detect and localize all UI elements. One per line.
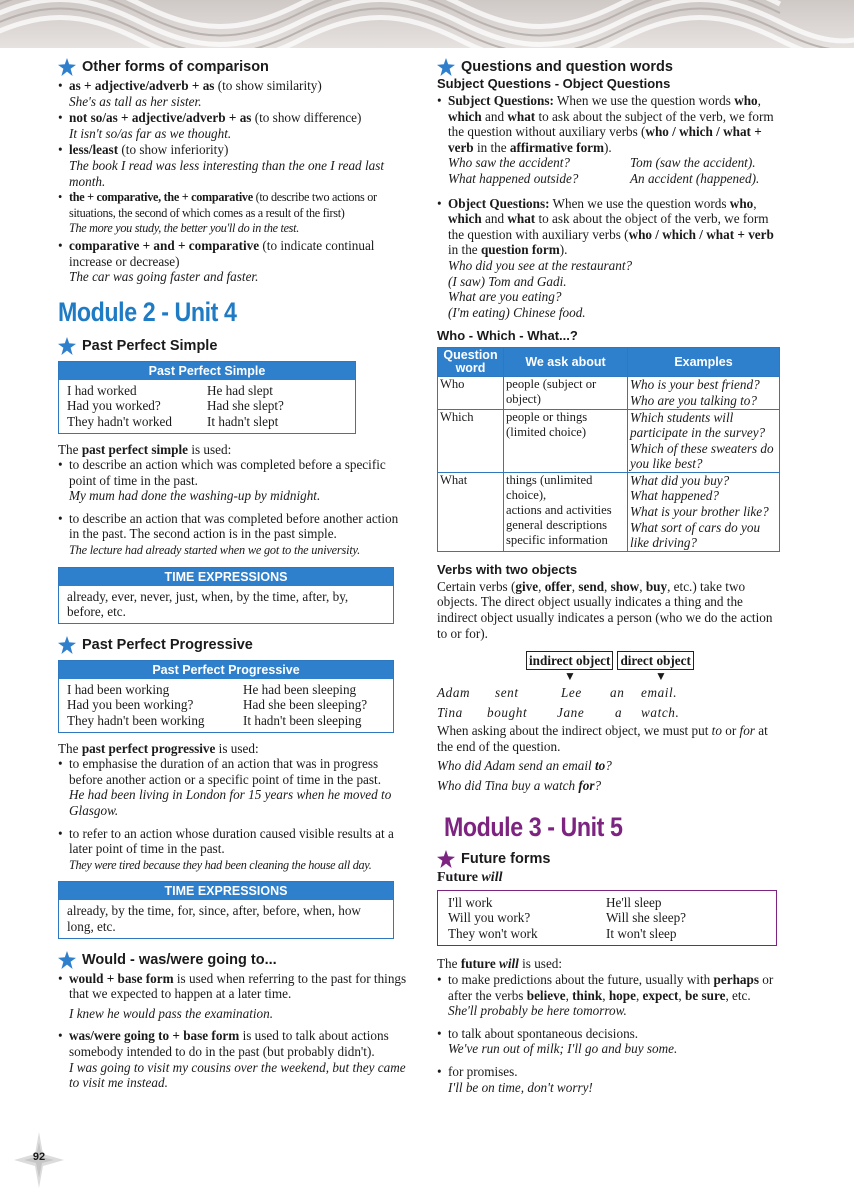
comparison-title: Other forms of comparison [82, 59, 269, 75]
questions-heading [437, 58, 783, 76]
pps-title: Past Perfect Simple [82, 337, 218, 354]
direct-object-label: direct object [617, 651, 693, 670]
list-item: • comparative + and + comparative (to indicate continual increase or decrease) The car was going faster and faster. [58, 238, 410, 285]
indirect-question-2: Who did Tina buy a watch for? [437, 778, 602, 793]
object-arrows [437, 671, 783, 685]
object-labels [526, 651, 783, 671]
list-item: • to make predictions about the future, usually with perhaps or after the verbs believe, think, hope, expect, be sure, etc. She'll probably be here tomorrow. [437, 972, 783, 1019]
questions-title: Questions and question words [461, 59, 673, 75]
ppp-intro: The past perfect progressive is used: [58, 740, 259, 756]
ppp-uses [58, 756, 410, 873]
future-intro: The future will is used: [437, 956, 563, 972]
table-row: Who people (subject or object) Who is your best friend? Who are you talking to? [438, 377, 780, 409]
page-number-badge [14, 1132, 64, 1188]
list-item: • to describe an action that was completed before another action in the past. The second action is in the past simple. The lecture had already started when we got to the university. [58, 511, 410, 559]
comparison-heading [58, 58, 410, 76]
future-uses [437, 972, 783, 1095]
ppp-box [58, 660, 394, 733]
verbs2-intro: Certain verbs (give, offer, send, show, buy, etc.) take two objects. The direct object usually indicates a thing and the indirect object usually indicates a person (who we do the action to or for). [437, 578, 773, 641]
star-icon [437, 850, 455, 868]
future-will-subtitle: Future will [437, 869, 503, 885]
column-header: Examples [628, 348, 780, 377]
time-expressions-text: already, by the time, for, since, after, before, when, how long, etc. [67, 903, 361, 934]
www-title: Who - Which - What...? [437, 328, 578, 344]
arrow-down-icon: ▼ [564, 669, 576, 684]
ppp-time-expressions-box [58, 881, 394, 938]
wave-pattern-decoration [0, 0, 854, 48]
future-will-box: I'll work He'll sleep Will you work? Will she sleep? They won't work It won't sleep [437, 890, 777, 947]
ppp-box-body: I had been working He had been sleeping Had you been working? Had she been sleeping? They hadn't been working It hadn't been sleeping [67, 681, 368, 729]
time-expressions-header: TIME EXPRESSIONS [59, 882, 393, 900]
would-heading [58, 951, 410, 969]
column-header: Question word [438, 348, 504, 377]
ppp-box-header: Past Perfect Progressive [59, 661, 393, 679]
list-item: • Object Questions: When we use the question words who, which and what to ask about the object of the verb, we form the question with auxiliary verbs (who / which / what + verb in the question form). Who did you see at the restaurant? (I saw) Tom and Gadi. What are you eating? (I'm eating) Chinese food. [437, 196, 783, 321]
list-item: • not so/as + adjective/adverb + as (to show difference) It isn't so/as far as we thought. [58, 110, 410, 141]
subject-examples: Who saw the accident? Tom (saw the accident). What happened outside? An accident (happened). [448, 155, 760, 186]
page-header-banner [0, 0, 854, 48]
questions-subtitle: Subject Questions - Object Questions [437, 76, 671, 91]
star-icon [58, 58, 76, 76]
questions-list [437, 93, 783, 320]
list-item: • Subject Questions: When we use the question words who, which and what to ask about the subject of the verb, we form the question without auxiliary verbs (who / which / what + verb in the affirmative form). Who saw the accident? Tom (saw the accident). What happened outside? An accident (happened). [437, 93, 783, 187]
indirect-note: When asking about the indirect object, we must put to or for at the end of the question. [437, 723, 768, 754]
page-number: 92 [32, 1151, 46, 1163]
example-sentence-2: Tina bought Jane a watch. [437, 705, 680, 721]
list-item: • to refer to an action whose duration caused visible results at a later point of time in the past. They were tired because they had been cleaning the house all day. [58, 826, 410, 874]
would-title: Would - was/were going to... [82, 951, 277, 968]
list-item: • to describe an action which was completed before a specific point of time in the past. My mum had done the washing-up by midnight. [58, 457, 410, 504]
verbs2-title: Verbs with two objects [437, 561, 578, 577]
table-header-row [438, 348, 780, 377]
list-item: • was/were going to + base form is used to talk about actions somebody intended to do in the past (but probably didn't). I was going to visit my cousins over the weekend, but they came to visit me instead. [58, 1028, 410, 1090]
pps-box-body: I had worked He had slept Had you worked? Had she slept? They hadn't worked It hadn't slept [67, 382, 284, 429]
left-column [58, 56, 410, 1092]
table-row: What things (unlimited choice), actions and activities general descriptions specific information What did you buy? What happened? What is your brother like? What sort of cars do you like driving? [438, 472, 780, 551]
pps-box [58, 361, 356, 434]
column-header: We ask about [504, 348, 628, 377]
list-item: • the + comparative, the + comparative (to describe two actions or situations, the second of which comes as a result of the first) The more you study, the better you'll do in the test. [58, 190, 410, 237]
comparison-list [58, 78, 410, 285]
time-expressions-header: TIME EXPRESSIONS [59, 568, 393, 586]
right-column [437, 56, 783, 1096]
pps-uses [58, 457, 410, 559]
future-heading [437, 850, 783, 868]
table-row: Which people or things (limited choice) Which students will participate in the survey? Which of these sweaters do you like best? [438, 409, 780, 472]
question-words-table [437, 347, 780, 552]
module-3-title: Module 3 - Unit 5 [444, 811, 623, 842]
indirect-object-label: indirect object [526, 651, 613, 670]
object-examples: Who did you see at the restaurant? (I saw) Tom and Gadi. What are you eating? (I'm eating) Chinese food. [448, 257, 633, 320]
star-icon [58, 636, 76, 654]
list-item: • for promises. I'll be on time, don't worry! [437, 1064, 783, 1095]
time-expressions-text: already, ever, never, just, when, by the time, after, by, before, etc. [67, 588, 349, 620]
example-sentence-1: Adam sent Lee an email. [437, 685, 678, 701]
pps-box-header: Past Perfect Simple [59, 362, 355, 380]
pps-heading [58, 337, 410, 355]
arrow-down-icon: ▼ [655, 669, 667, 684]
star-icon [58, 337, 76, 355]
list-item: • less/least (to show inferiority) The book I read was less interesting than the one I read last month. [58, 142, 410, 189]
list-item: • as + adjective/adverb + as (to show similarity) She's as tall as her sister. [58, 78, 410, 109]
ppp-heading [58, 636, 410, 654]
ppp-title: Past Perfect Progressive [82, 636, 253, 653]
would-list [58, 971, 410, 1091]
star-icon [58, 951, 76, 969]
indirect-question-1: Who did Adam send an email to? [437, 758, 612, 774]
pps-time-expressions-box [58, 567, 394, 624]
list-item: • would + base form is used when referring to the past for things that we expected to happen at a later time. I knew he would pass the examination. [58, 971, 410, 1022]
pps-intro: The past perfect simple is used: [58, 441, 232, 457]
list-item: • to talk about spontaneous decisions. We've run out of milk; I'll go and buy some. [437, 1026, 783, 1057]
module-2-title: Module 2 - Unit 4 [58, 296, 237, 327]
list-item: • to emphasise the duration of an action that was in progress before another action or a specific point of time in the past. He had been living in London for 15 years when he moved to Glasgow. [58, 756, 410, 818]
future-title: Future forms [461, 850, 551, 867]
star-icon [437, 58, 455, 76]
